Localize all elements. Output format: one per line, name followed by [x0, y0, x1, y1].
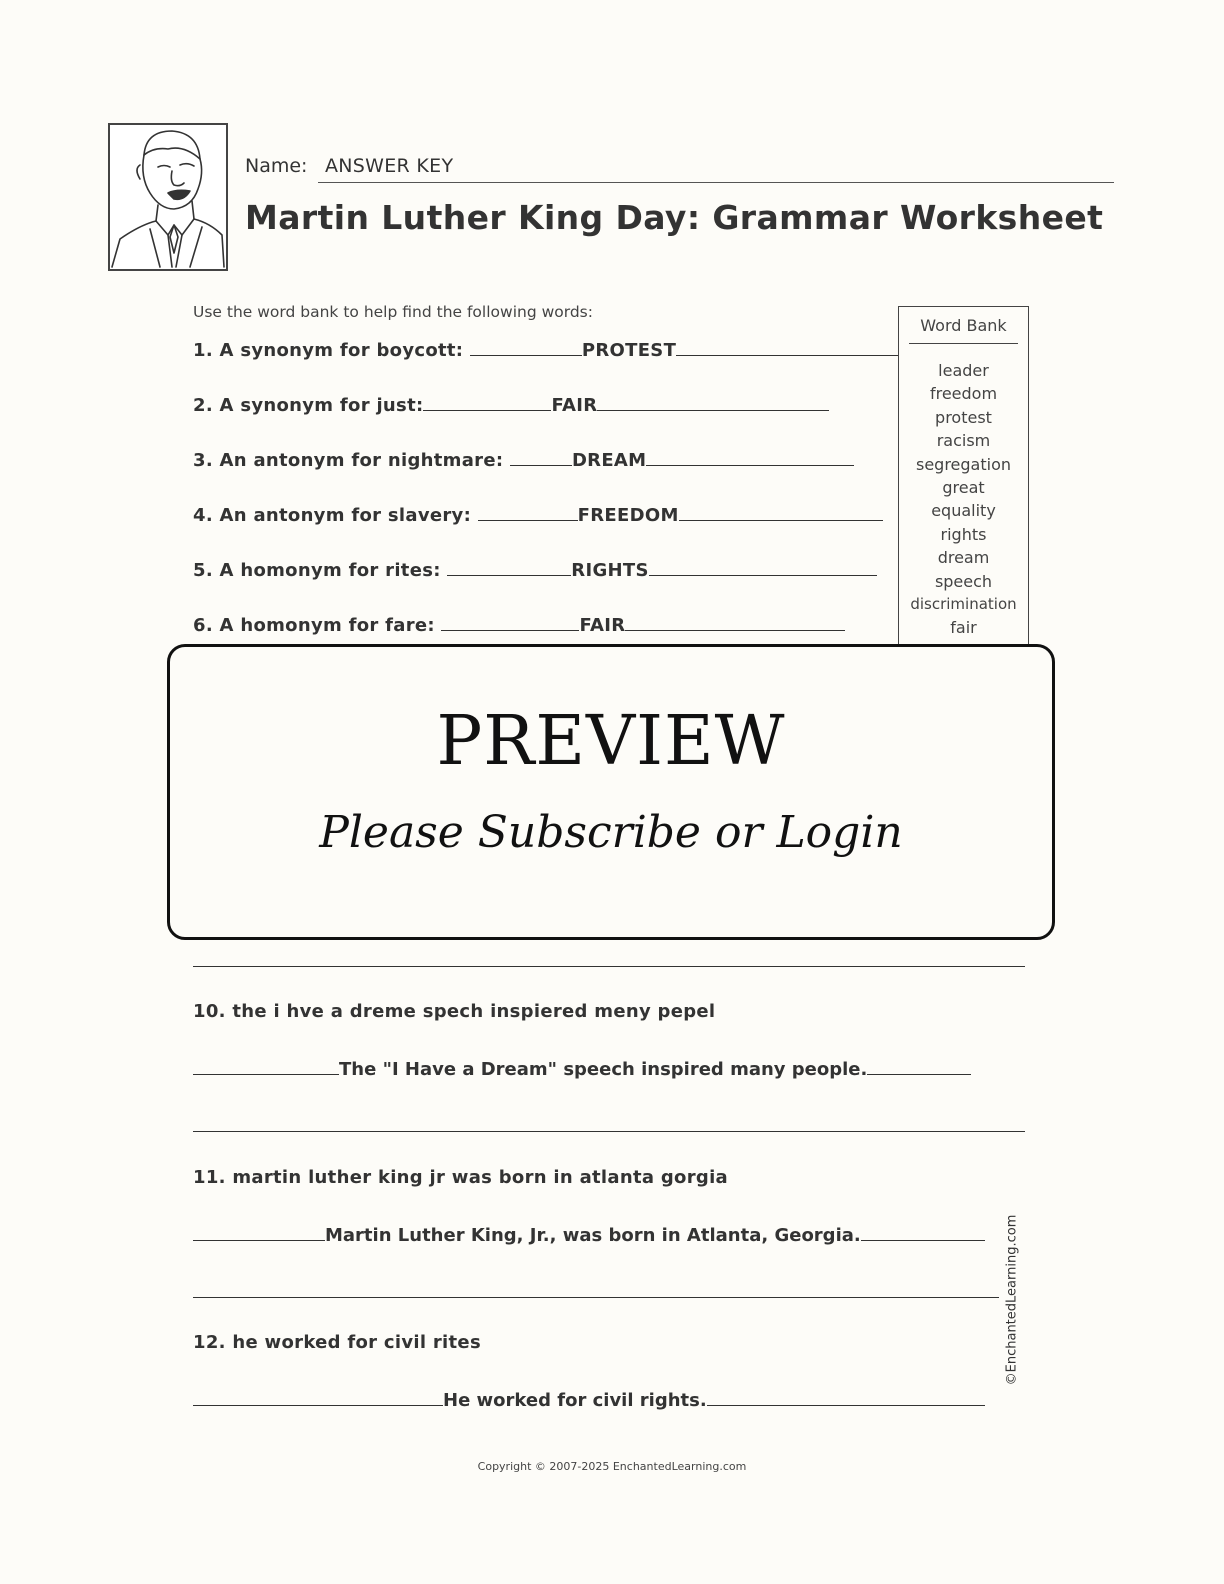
answer-blank [646, 447, 854, 466]
answer-blank [679, 502, 883, 521]
answer-blank [478, 502, 578, 521]
question-1 [193, 337, 898, 361]
preview-title: PREVIEW [436, 702, 786, 781]
word-bank-list [899, 359, 1028, 663]
writing-line [193, 1297, 999, 1298]
word-bank [898, 306, 1029, 651]
name-underline [318, 182, 1114, 183]
word-bank-word: dream [937, 548, 990, 568]
correction-answer-11 [193, 1222, 985, 1246]
copyright-footer: Copyright © 2007-2025 EnchantedLearning.com [477, 1460, 747, 1473]
question-prompt: 5. A homonym for rites: [193, 560, 441, 581]
question-6 [193, 612, 845, 636]
answer-blank [193, 1056, 339, 1075]
answer-blank [193, 1222, 325, 1241]
correction-answer: He worked for civil rights. [443, 1390, 707, 1411]
answer-blank [423, 392, 551, 411]
word-bank-word: fair [950, 618, 977, 638]
answer-blank [861, 1222, 985, 1241]
correction-answer: The "I Have a Dream" speech inspired many people. [339, 1059, 868, 1080]
answer-blank [867, 1056, 971, 1075]
side-credit: ©EnchantedLearning.com [1004, 1214, 1020, 1386]
question-answer: FAIR [551, 395, 598, 416]
correction-prompt-10: 10. the i hve a dreme spech inspiered meny pepel [193, 1001, 716, 1022]
writing-line [193, 966, 1025, 967]
name-label: Name: [245, 155, 308, 177]
mlk-portrait [108, 123, 228, 271]
word-bank-word: equality [931, 501, 996, 521]
question-prompt: 6. A homonym for fare: [193, 615, 435, 636]
word-bank-word: racism [936, 431, 991, 451]
word-bank-divider [909, 343, 1018, 344]
answer-blank [707, 1387, 985, 1406]
answer-blank [193, 1387, 443, 1406]
word-bank-word: leader [938, 361, 989, 380]
question-answer: FAIR [579, 615, 626, 636]
subscribe-login-link[interactable]: Please Subscribe or Login [319, 807, 903, 858]
question-4 [193, 502, 883, 526]
answer-blank [447, 557, 571, 576]
question-answer: FREEDOM [577, 505, 679, 526]
answer-blank [441, 612, 579, 631]
answer-blank [470, 337, 582, 356]
writing-line [193, 1131, 1025, 1132]
name-value: ANSWER KEY [325, 155, 454, 177]
preview-overlay[interactable] [167, 644, 1055, 940]
word-bank-word: great [942, 478, 985, 498]
answer-blank [597, 392, 829, 411]
correction-prompt-12: 12. he worked for civil rites [193, 1332, 481, 1353]
correction-prompt-11: 11. martin luther king jr was born in atlanta gorgia [193, 1167, 729, 1188]
word-bank-word: freedom [929, 384, 998, 404]
correction-answer: Martin Luther King, Jr., was born in Atlanta, Georgia. [325, 1225, 861, 1246]
correction-answer-10 [193, 1056, 971, 1080]
question-3 [193, 447, 854, 471]
word-bank-word: speech [934, 571, 993, 591]
answer-blank [625, 612, 845, 631]
word-bank-word: rights [940, 524, 987, 544]
question-prompt: 1. A synonym for boycott: [193, 340, 464, 361]
question-5 [193, 557, 877, 581]
instructions: Use the word bank to help find the following words: [193, 303, 593, 321]
question-answer: RIGHTS [571, 560, 649, 581]
answer-blank [676, 337, 898, 356]
question-answer: PROTEST [581, 340, 677, 361]
word-bank-word: segregation [915, 454, 1011, 474]
question-prompt: 4. An antonym for slavery: [193, 505, 472, 526]
correction-answer-12 [193, 1387, 985, 1411]
answer-blank [649, 557, 877, 576]
answer-blank [510, 447, 572, 466]
question-answer: DREAM [571, 450, 647, 471]
word-bank-word: protest [935, 407, 992, 427]
question-prompt: 3. An antonym for nightmare: [193, 450, 504, 471]
mlk-portrait-drawing [110, 125, 226, 269]
word-bank-title: Word Bank [920, 316, 1007, 335]
worksheet-title: Martin Luther King Day: Grammar Worksheet [245, 198, 1104, 237]
word-bank-word: discrimination [910, 595, 1017, 614]
question-2 [193, 392, 829, 416]
question-prompt: 2. A synonym for just: [193, 395, 424, 416]
